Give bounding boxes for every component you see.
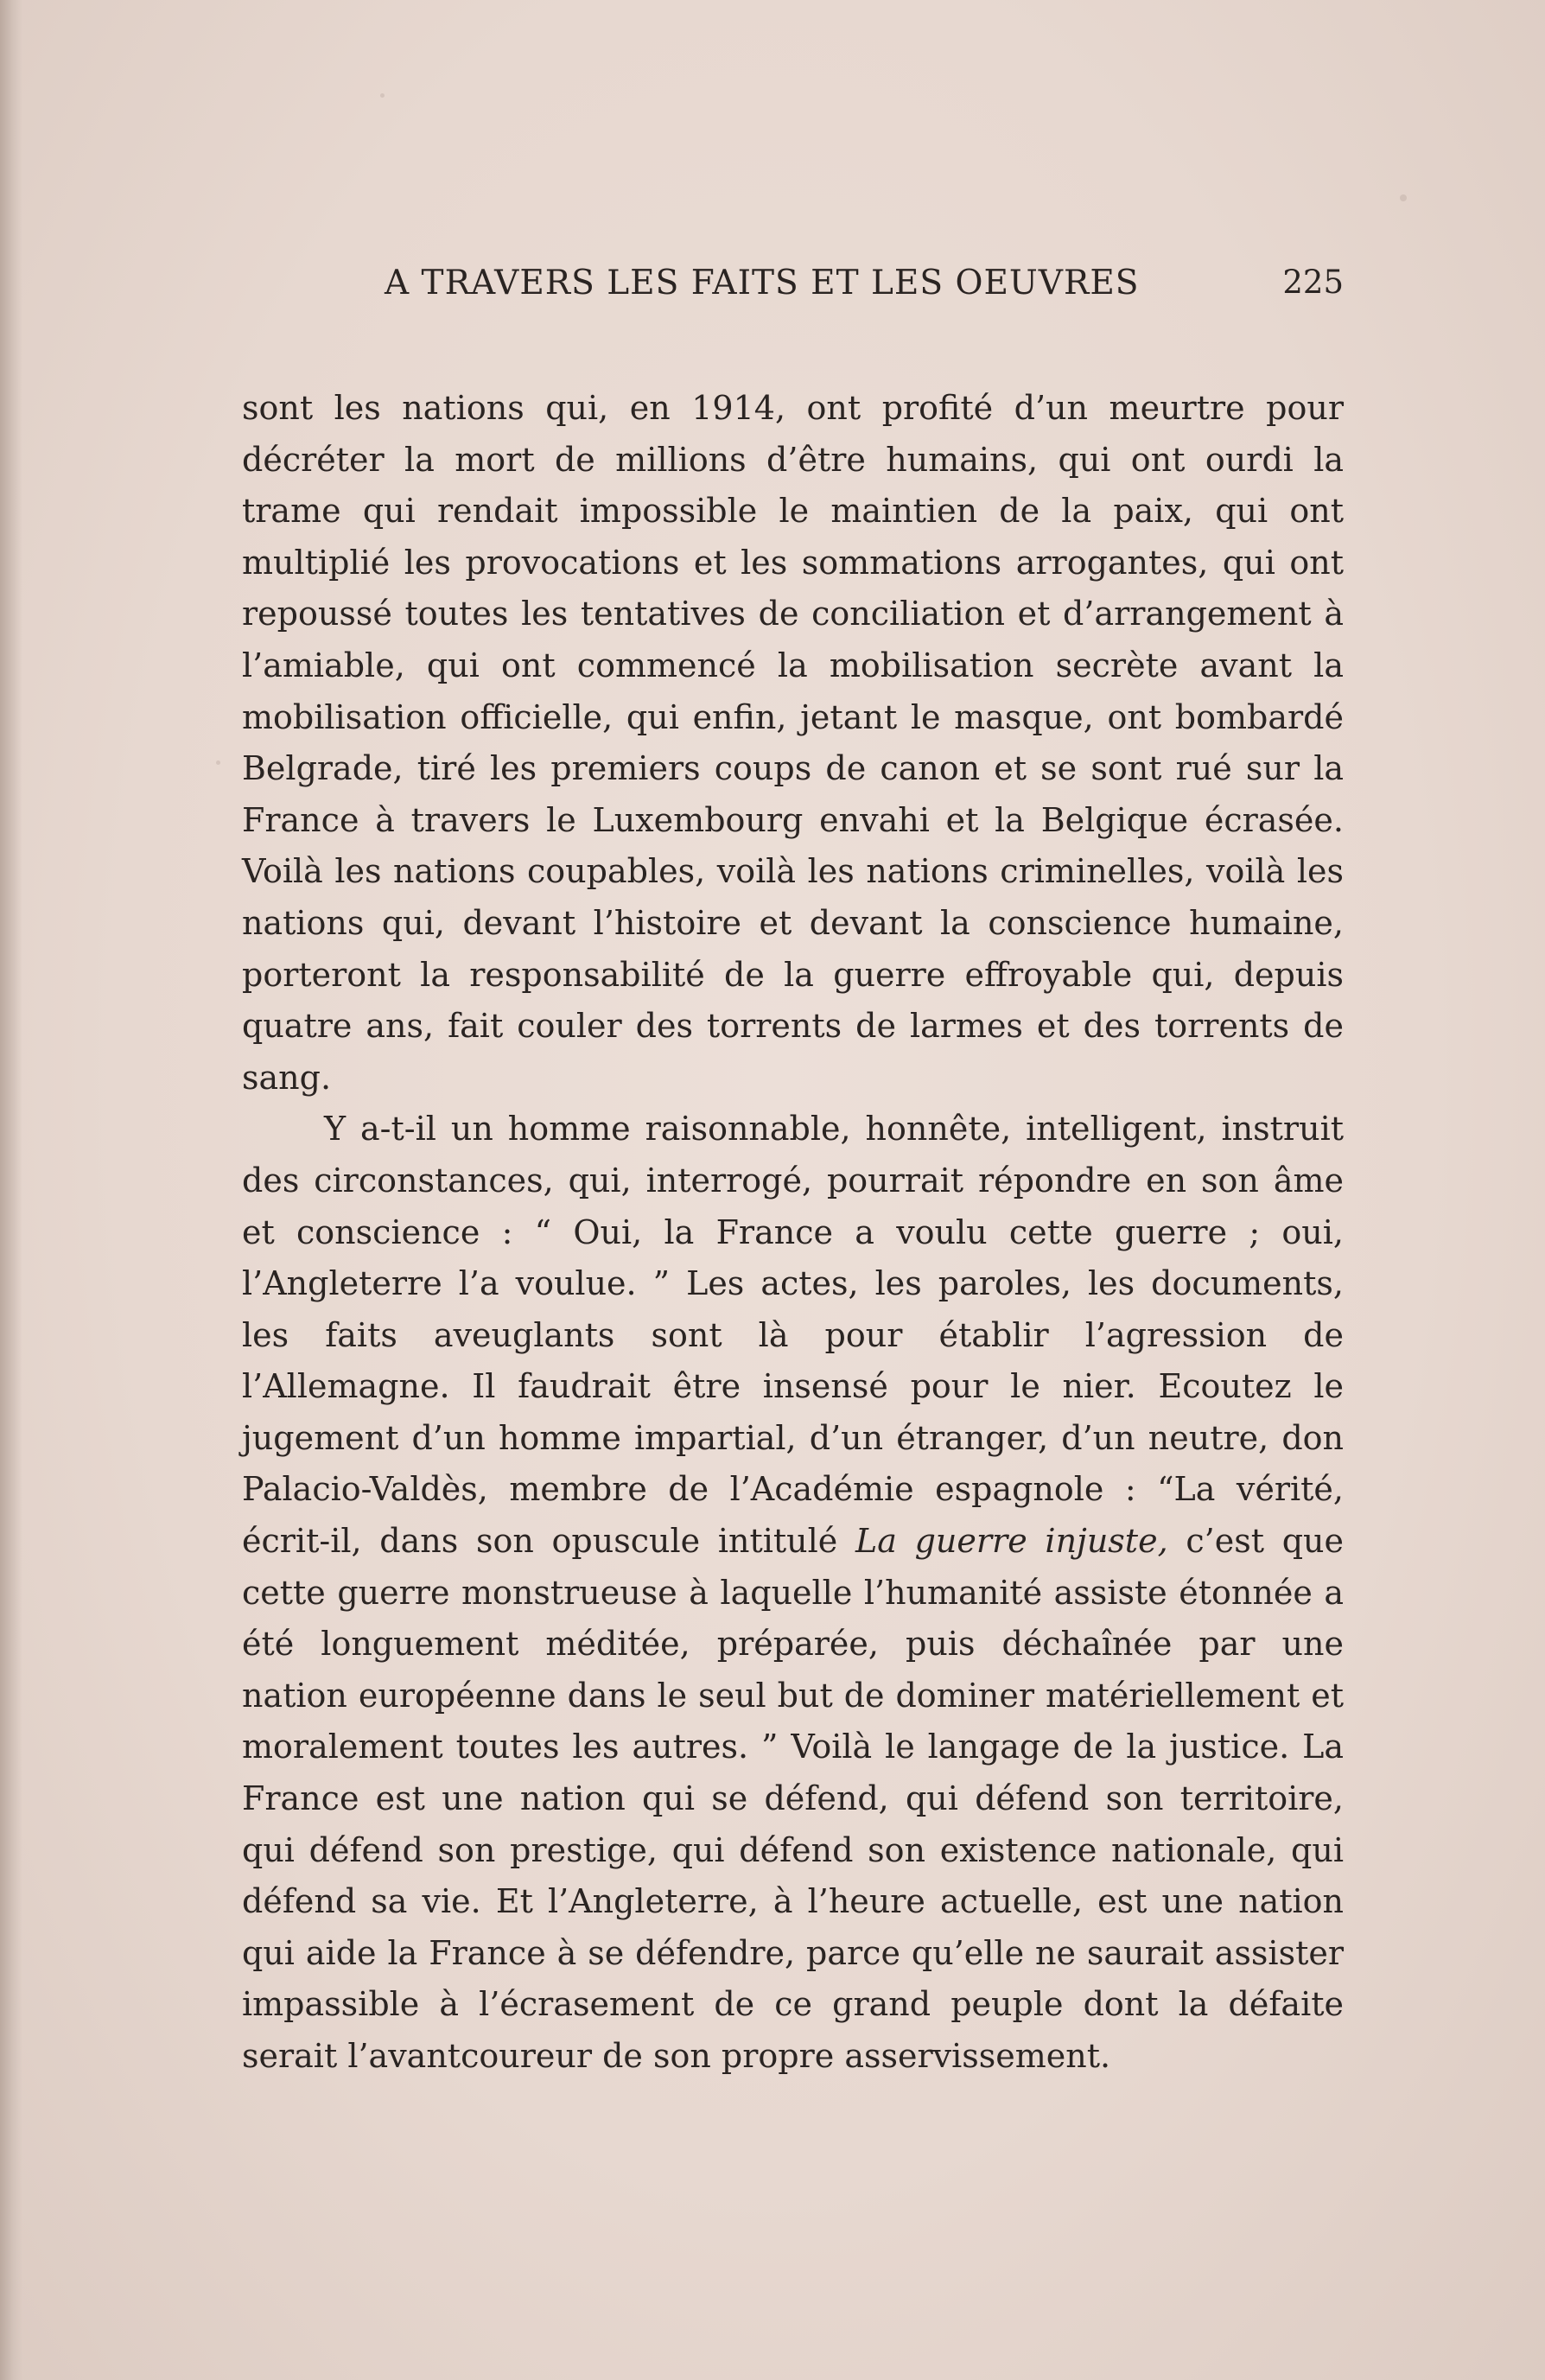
paragraph [242,1104,1344,2082]
paragraph-text: c’est que cette guerre monstrueuse à laquelle l’humanité assiste étonnée a été longuement méditée, préparée, puis déchaînée par une nation européenne dans le seul but de dominer matériellement et moralement toutes les autres. ” Voilà le langage de la justice. La France est une nation qui se défend, qui défend son territoire, qui défend son prestige, qui défend son existence nationale, qui défend sa vie. Et l’Angleterre, à l’heure actuelle, est une nation qui aide la France à se défendre, parce qu’elle ne saurait assister impassible à l’écrasement de ce grand peuple dont la défaite serait l’avantcoureur de son propre asservissement. [242,1522,1344,2075]
paper-spot [216,760,220,765]
running-title: A TRAVERS LES FAITS ET LES OEUVRES [385,264,1140,302]
paper-spot [380,93,385,98]
paragraph: sont les nations qui, en 1914, ont profité d’un meurtre pour décréter la mort de millions d’être humains, qui ont ourdi la trame qui rendait impossible le maintien de la paix, qui ont multiplié les provocations et les sommations arrogantes, qui ont repoussé toutes les tentatives de conciliation et d’arrangement à l’amiable, qui ont commencé la mobilisation secrète avant la mobilisation officielle, qui enfin, jetant le masque, ont bombardé Belgrade, tiré les premiers coups de canon et se sont rué sur la France à travers le Luxembourg envahi et la Belgique écrasée. Voilà les nations coupables, voilà les nations criminelles, voilà les nations qui, devant l’histoire et devant la conscience humaine, porteront la responsabilité de la guerre effroyable qui, depuis quatre ans, fait couler des torrents de larmes et des torrents de sang. [242,389,1344,1097]
page-number: 225 [1282,264,1344,301]
page-binding-shadow [0,0,22,2380]
paper-spot [1400,194,1407,201]
running-header [242,264,1344,315]
book-title: La guerre injuste, [855,1522,1168,1561]
body-text [242,383,1344,2083]
paragraph-text: Y a-t-il un homme raisonnable, honnête, intelligent, instruit des circonstances, qui, interrogé, pourrait répondre en son âme et conscience : “ Oui, la France a voulu cette guerre ; oui, l’Angleterre l’a voulue. ” Les actes, les paroles, les documents, les faits aveuglants sont là pour établir l’agression de l’Allemagne. Il faudrait être insensé pour le nier. Ecoutez le jugement d’un homme impartial, d’un étranger, d’un neutre, don Palacio-Valdès, membre de l’Académie espagnole : “La vérité, écrit-il, dans son opuscule intitulé [242,1110,1344,1561]
